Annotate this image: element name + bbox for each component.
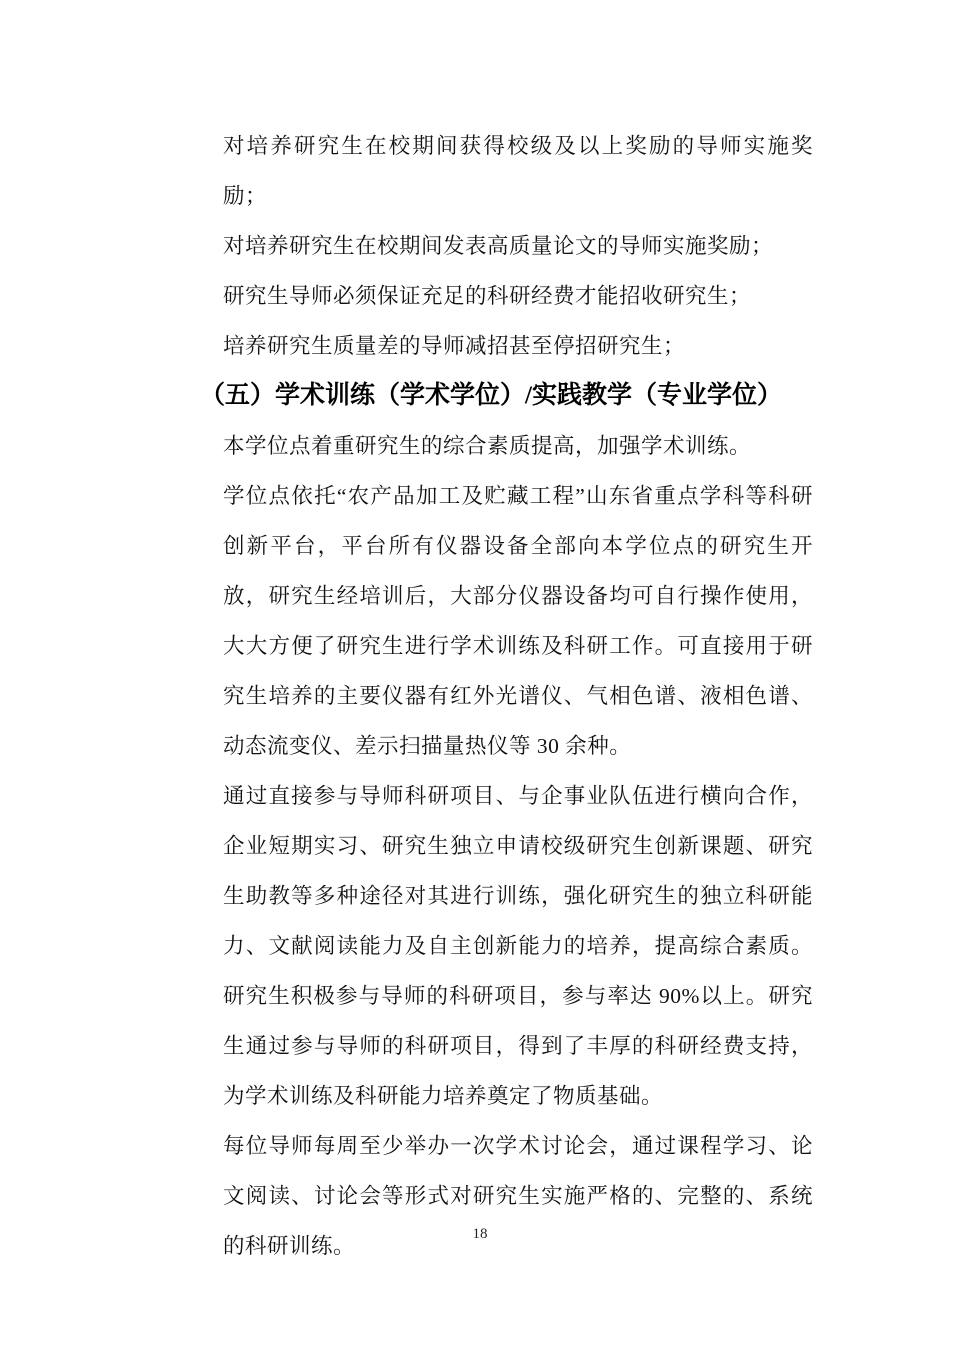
bullet-text: 本学位点着重研究生的综合素质提高，加强学术训练。 bbox=[223, 434, 752, 458]
section-heading: （五）学术训练（学术学位）/实践教学（专业学位） bbox=[200, 382, 782, 409]
bullet-text: 每位导师每周至少举办一次学术讨论会，通过课程学习、论文阅读、讨论会等形式对研究生实施严格的、完整的、系统的科研训练。 bbox=[223, 1134, 813, 1258]
list-item bbox=[190, 121, 813, 221]
list-item bbox=[190, 421, 813, 471]
page-number: 18 bbox=[472, 1226, 488, 1242]
bullet-text: 培养研究生质量差的导师减招甚至停招研究生； bbox=[223, 334, 686, 358]
list-item bbox=[190, 221, 813, 271]
list-item bbox=[190, 471, 813, 771]
bullet-text: 对培养研究生在校期间获得校级及以上奖励的导师实施奖励； bbox=[223, 134, 813, 208]
bullet-text: 通过直接参与导师科研项目、与企事业队伍进行横向合作，企业短期实习、研究生独立申请校级研究生创新课题、研究生助教等多种途径对其进行训练，强化研究生的独立科研能力、文献阅读能力及自主创新能力的培养，提高综合素质。研究生积极参与导师的科研项目，参与率达 90%以上。研究生通过参与导师的科研项目，得到了丰厚的科研经费支持，为学术训练及科研能力培养奠定了物质基础。 bbox=[223, 784, 813, 1108]
document-body bbox=[190, 121, 813, 1271]
list-item bbox=[190, 1121, 813, 1271]
bullet-text: 研究生导师必须保证充足的科研经费才能招收研究生； bbox=[223, 284, 752, 308]
bullet-text: 对培养研究生在校期间发表高质量论文的导师实施奖励； bbox=[223, 234, 774, 258]
list-item bbox=[190, 321, 813, 371]
list-item bbox=[190, 271, 813, 321]
list-item bbox=[190, 771, 813, 1121]
bullet-text: 学位点依托“农产品加工及贮藏工程”山东省重点学科等科研创新平台，平台所有仪器设备全部向本学位点的研究生开放，研究生经培训后，大部分仪器设备均可自行操作使用，大大方便了研究生进行学术训练及科研工作。可直接用于研究生培养的主要仪器有红外光谱仪、气相色谱、液相色谱、动态流变仪、差示扫描量热仪等 30 余种。 bbox=[223, 484, 813, 758]
